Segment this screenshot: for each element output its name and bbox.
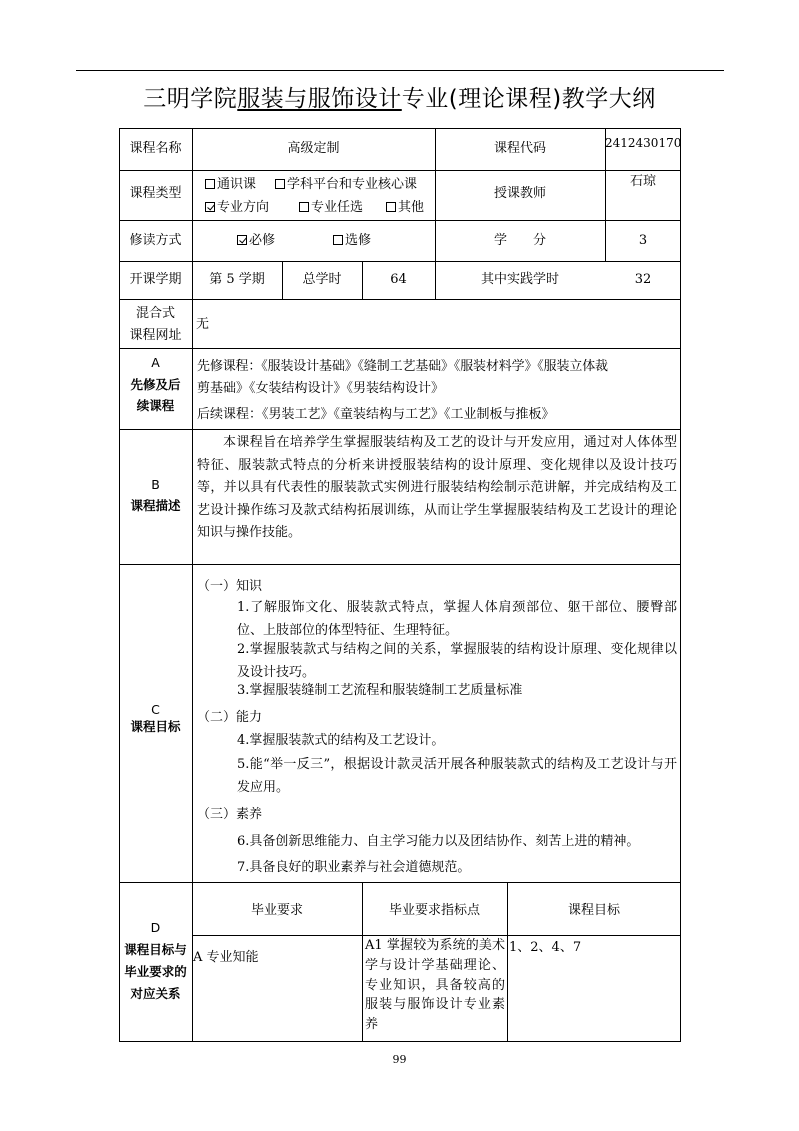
section-c-title: 课程目标 — [130, 719, 181, 734]
total-hours-label: 总学时 — [302, 272, 342, 287]
section-a-title-2: 续课程 — [136, 398, 175, 413]
goal-5: 5.能“举一反三”，根据设计款灵活开展各种服装款式的结构及工艺设计与开发应用。 — [237, 757, 677, 795]
practice-hours-value: 32 — [634, 272, 652, 287]
course-name-value: 高级定制 — [287, 141, 340, 156]
course-url-value: 无 — [196, 317, 210, 332]
teacher-value: 石琼 — [629, 174, 656, 189]
credit-value: 3 — [638, 233, 648, 248]
column-header-indicator: 毕业要求指标点 — [388, 903, 480, 918]
study-option-required: 必修 — [237, 232, 275, 250]
prerequisite-line-2: 剪基础》《女装结构设计》《男装结构设计》 — [197, 381, 445, 396]
header-rule — [76, 70, 724, 71]
goal-4: 4.掌握服装款式的结构及工艺设计。 — [237, 733, 445, 748]
table-rule — [119, 299, 681, 300]
type-option-elective: 专业任选 — [299, 199, 363, 217]
study-mode-label: 修读方式 — [129, 233, 182, 248]
table-rule — [119, 882, 681, 883]
term-label: 开课学期 — [129, 272, 182, 287]
term-value: 第 5 学期 — [209, 272, 265, 287]
prerequisite-line-1: 先修课程：《服装设计基础》《缝制工艺基础》《服装材料学》《服装立体裁 — [197, 359, 608, 374]
section-b-letter: B — [151, 477, 160, 492]
table-rule — [119, 261, 681, 262]
page-number: 99 — [392, 1053, 407, 1066]
checkbox-icon — [205, 179, 215, 189]
section-a-title-1: 先修及后 — [130, 377, 181, 392]
indicator-cell: A1 掌握较为系统的美术学与设计学基础理论、专业知识，具备较高的服装与服饰设计专业素养 — [365, 938, 505, 1033]
table-rule — [119, 128, 120, 1041]
credit-label: 学 分 — [493, 233, 546, 248]
table-rule — [119, 564, 681, 565]
section-b-title: 课程描述 — [130, 498, 181, 513]
ability-heading: （二）能力 — [197, 710, 263, 725]
column-header-targets: 课程目标 — [567, 903, 620, 918]
title-suffix: 专业(理论课程)教学大纲 — [401, 86, 656, 112]
checkbox-icon — [386, 202, 396, 212]
study-option-elective: 选修 — [333, 232, 371, 250]
table-rule — [119, 128, 681, 129]
title-school: 三明学院 — [143, 86, 238, 112]
course-url-label-2: 课程网址 — [129, 328, 182, 343]
checked-checkbox-icon — [237, 235, 247, 245]
table-rule — [119, 220, 681, 221]
course-name-label: 课程名称 — [129, 141, 182, 156]
section-d-title-1: 课程目标与 — [124, 942, 187, 957]
section-d-title-2: 毕业要求的 — [124, 964, 187, 979]
knowledge-heading: （一）知识 — [197, 579, 263, 594]
course-code-value: 2412430170 — [605, 136, 682, 150]
type-option-core: 学科平台和专业核心课 — [275, 176, 417, 194]
requirement-cell: A 专业知能 — [193, 950, 259, 965]
checked-checkbox-icon — [205, 202, 215, 212]
table-rule — [119, 170, 681, 171]
goal-3: 3.掌握服装缝制工艺流程和服装缝制工艺质量标准 — [237, 683, 523, 698]
syllabus-table — [119, 128, 681, 1041]
teacher-label: 授课教师 — [493, 186, 546, 201]
section-d-letter: D — [150, 920, 161, 935]
type-option-direction: 专业方向 — [205, 199, 269, 217]
quality-heading: （三）素养 — [197, 807, 263, 822]
course-type-label: 课程类型 — [129, 186, 182, 201]
section-d-title-3: 对应关系 — [130, 986, 181, 1001]
total-hours-value: 64 — [390, 272, 407, 287]
course-code-label: 课程代码 — [493, 141, 546, 156]
table-rule — [119, 429, 681, 430]
page-title — [0, 84, 799, 114]
goal-6: 6.具备创新思维能力、自主学习能力以及团结协作、刻苦上进的精神。 — [237, 834, 640, 849]
column-header-requirement: 毕业要求 — [250, 903, 303, 918]
goal-2: 2.掌握服装款式与结构之间的关系，掌握服装的结构设计原理、变化规律以及设计技巧。 — [237, 642, 677, 680]
course-url-label-1: 混合式 — [135, 306, 175, 321]
goal-1: 1.了解服饰文化、服装款式特点，掌握人体肩颈部位、躯干部位、腰臀部位、上肢部位的体型特征、生理特征。 — [237, 600, 677, 638]
checkbox-icon — [333, 235, 343, 245]
targets-cell: 1、2、4、7 — [509, 940, 582, 955]
course-description: 本课程旨在培养学生掌握服装结构及工艺的设计与开发应用，通过对人体体型特征、服装款式特点的分析来讲授服装结构的设计原理、变化规律以及设计技巧等，并以具有代表性的服装款式实例进行服装结构绘制示范讲解，并完成结构及工艺设计操作练习及款式结构拓展训练，从而让学生掌握服装结构及工艺设计的理论知识与操作技能。 — [197, 435, 677, 540]
title-major: 服装与服饰设计 — [237, 86, 402, 112]
section-a-letter: A — [151, 355, 160, 370]
practice-hours-label: 其中实践学时 — [480, 272, 559, 287]
goal-7: 7.具备良好的职业素养与社会道德规范。 — [237, 860, 471, 875]
follow-up-courses: 后续课程：《男装工艺》《童装结构与工艺》《工业制板与推板》 — [197, 407, 555, 422]
checkbox-icon — [275, 179, 285, 189]
type-option-general: 通识课 — [205, 176, 256, 194]
checkbox-icon — [299, 202, 309, 212]
table-rule — [119, 348, 681, 349]
type-option-other: 其他 — [386, 199, 424, 217]
section-c-letter: C — [151, 702, 160, 717]
table-rule — [119, 1041, 681, 1042]
